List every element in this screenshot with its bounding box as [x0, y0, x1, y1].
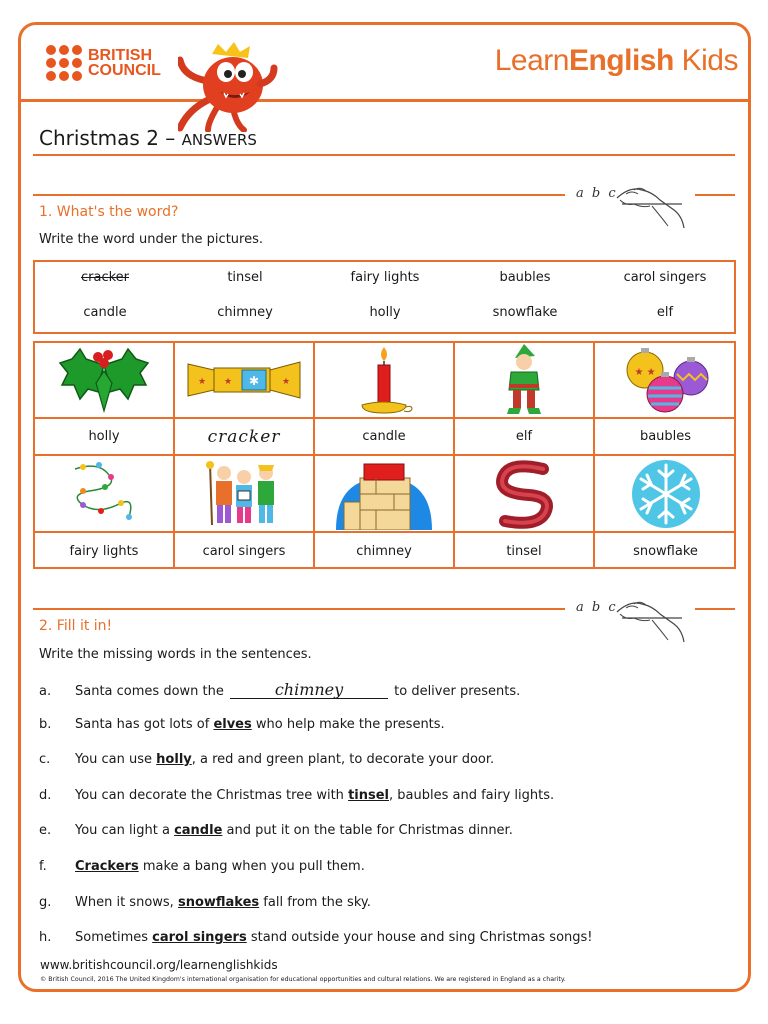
sentence-e: e. You can light a candle and put it on the table for Christmas dinner.: [39, 823, 513, 838]
svg-text:★: ★: [224, 377, 233, 387]
baubles-icon: [621, 344, 711, 416]
word-bank-item: carol singers: [623, 270, 707, 285]
page-title: Christmas 2 – ANSWERS: [39, 126, 257, 150]
cracker-icon: [184, 354, 304, 406]
picture-cell: [315, 456, 455, 533]
snowflake-icon: [631, 459, 701, 529]
carol-singers-icon: [202, 459, 286, 529]
answer-word: holly: [156, 752, 192, 767]
fairy-lights-icon: [69, 461, 139, 527]
sentence-a: a. Santa comes down the chimney to deliver presents.: [39, 680, 521, 699]
answer-blank: chimney: [230, 682, 388, 699]
answer-word: candle: [174, 823, 223, 838]
section1-heading: 1. What's the word?: [39, 204, 179, 220]
elf-icon: [501, 344, 547, 416]
picture-label: fairy lights: [35, 533, 175, 569]
section2-rule-right: [695, 608, 735, 610]
tinsel-icon: [489, 459, 559, 529]
candle-icon: [354, 345, 414, 415]
section2-rule-left: [33, 608, 565, 610]
picture-label: tinsel: [455, 533, 595, 569]
picture-cell: [175, 456, 315, 533]
picture-cell: [35, 456, 175, 533]
learnenglish-kids-logo: LearnEnglish Kids: [494, 44, 738, 77]
picture-cell: [455, 343, 595, 419]
sentence-f: f. Crackers make a bang when you pull them.: [39, 859, 365, 874]
picture-label: candle: [315, 419, 455, 456]
chimney-icon: [336, 458, 432, 530]
sentence-d: d. You can decorate the Christmas tree with tinsel, baubles and fairy lights.: [39, 788, 555, 803]
word-bank-item: tinsel: [227, 270, 263, 285]
picture-cell: [175, 343, 315, 419]
answer-word: Crackers: [75, 859, 139, 874]
writing-hand-icon: [612, 178, 692, 230]
word-bank-item: cracker: [80, 270, 129, 285]
picture-label: chimney: [315, 533, 455, 569]
svg-text:★ ★: ★ ★: [633, 367, 656, 378]
section1-instruction: Write the word under the pictures.: [39, 232, 263, 247]
section1-abc: a b c: [576, 186, 618, 201]
sentence-h: h. Sometimes carol singers stand outside your house and sing Christmas songs!: [39, 930, 593, 945]
word-bank-item: candle: [83, 305, 127, 320]
picture-cell: [595, 456, 736, 533]
picture-cell: [595, 343, 736, 419]
footer-url[interactable]: www.britishcouncil.org/learnenglishkids: [40, 958, 278, 972]
picture-cell: [35, 343, 175, 419]
logo-dots-icon: [46, 45, 82, 81]
sentence-letter: b.: [39, 717, 52, 732]
picture-label-answer: cracker: [175, 419, 315, 456]
sentence-g: g. When it snows, snowflakes fall from the sky.: [39, 895, 371, 910]
picture-label: holly: [35, 419, 175, 456]
picture-label: baubles: [595, 419, 736, 456]
holly-icon: [56, 345, 152, 415]
svg-text:★: ★: [198, 377, 207, 387]
word-bank-item: chimney: [217, 305, 273, 320]
sentence-letter: e.: [39, 823, 52, 838]
sentence-letter: a.: [39, 684, 52, 699]
header-divider: [18, 99, 751, 102]
sentence-letter: c.: [39, 752, 51, 767]
sentence-c: c. You can use holly, a red and green plant, to decorate your door.: [39, 752, 495, 767]
sentence-letter: d.: [39, 788, 52, 803]
answer-word: tinsel: [348, 788, 389, 803]
word-bank-item: snowflake: [492, 305, 558, 320]
answer-word: carol singers: [152, 930, 247, 945]
svg-text:★: ★: [282, 377, 291, 387]
title-divider: [33, 154, 735, 156]
sentence-b: b. Santa has got lots of elves who help make the presents.: [39, 717, 445, 732]
picture-grid: [33, 341, 736, 569]
british-council-logo: [46, 45, 161, 81]
picture-cell: [455, 456, 595, 533]
sentence-letter: g.: [39, 895, 52, 910]
word-bank-item: holly: [369, 305, 401, 320]
answer-word: elves: [213, 717, 252, 732]
logo-line-1: BRITISH: [88, 47, 152, 64]
writing-hand-icon: [612, 592, 692, 644]
word-bank-item: elf: [656, 305, 674, 320]
monster-mascot-icon: [178, 40, 278, 132]
section2-abc: a b c: [576, 600, 618, 615]
picture-cell: [315, 343, 455, 419]
logo-line-2: COUNCIL: [88, 62, 161, 79]
answers-label: ANSWERS: [181, 131, 257, 149]
svg-text:✱: ✱: [248, 374, 260, 388]
word-bank-item: fairy lights: [350, 270, 420, 285]
section1-rule-left: [33, 194, 565, 196]
answer-word: snowflakes: [177, 895, 260, 910]
sentence-letter: f.: [39, 859, 47, 874]
section2-heading: 2. Fill it in!: [39, 618, 113, 634]
section1-rule-right: [695, 194, 735, 196]
word-bank-item: baubles: [499, 270, 551, 285]
footer-copyright: © British Council, 2016 The United Kingdom's international organisation for educational opportunities and cultural relations. We are registered in England as a charity.: [40, 976, 566, 983]
picture-label: elf: [455, 419, 595, 456]
section2-instruction: Write the missing words in the sentences.: [39, 647, 312, 662]
picture-label: carol singers: [175, 533, 315, 569]
picture-label: snowflake: [633, 543, 698, 559]
sentence-letter: h.: [39, 930, 52, 945]
word-bank: [33, 260, 736, 334]
